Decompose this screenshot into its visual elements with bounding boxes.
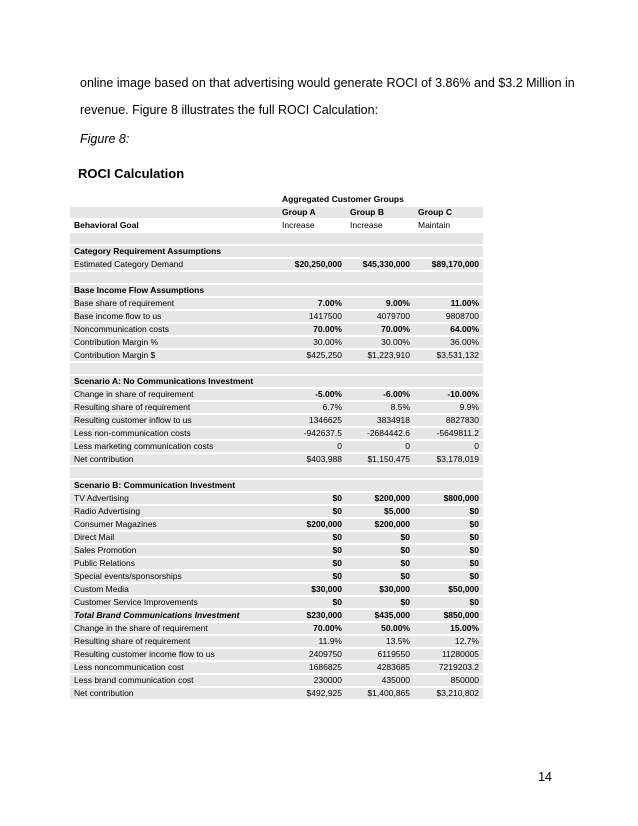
value-cell: 230000	[278, 675, 346, 686]
value-cell: 435000	[346, 675, 414, 686]
value-cell: $30,000	[346, 584, 414, 595]
value-cell: $0	[278, 545, 346, 556]
value-cell: 13.5%	[346, 636, 414, 647]
value-cell: 70.00%	[346, 324, 414, 335]
roci-table	[70, 192, 483, 701]
table-row	[70, 571, 483, 582]
value-cell: $3,210,802	[414, 688, 483, 699]
value-cell: $0	[414, 532, 483, 543]
value-cell: $0	[346, 532, 414, 543]
row-label: Change in share of requirement	[70, 389, 278, 400]
page-number: 14	[538, 770, 552, 784]
section-header-row	[70, 480, 483, 491]
row-label: Contribution Margin %	[70, 337, 278, 348]
value-cell: 850000	[414, 675, 483, 686]
value-cell: 11.00%	[414, 298, 483, 309]
value-cell: $403,988	[278, 454, 346, 465]
value-cell: 1417500	[278, 311, 346, 322]
value-cell: $200,000	[278, 519, 346, 530]
value-cell: 36.00%	[414, 337, 483, 348]
value-cell: 7.00%	[278, 298, 346, 309]
value-cell: 1346625	[278, 415, 346, 426]
row-label: Radio Advertising	[70, 506, 278, 517]
row-label: Less non-communication costs	[70, 428, 278, 439]
value-cell: -5649811.2	[414, 428, 483, 439]
table-row	[70, 597, 483, 608]
value-cell: $0	[414, 597, 483, 608]
value-cell: -942637.5	[278, 428, 346, 439]
value-cell: 9808700	[414, 311, 483, 322]
section-header-label: Category Requirement Assumptions	[70, 246, 483, 257]
value-cell: $3,178,019	[414, 454, 483, 465]
value-cell: $850,000	[414, 610, 483, 621]
row-label: TV Advertising	[70, 493, 278, 504]
value-cell: $0	[278, 558, 346, 569]
aggregated-groups-header: Aggregated Customer Groups	[278, 194, 483, 205]
value-cell: $0	[414, 506, 483, 517]
value-cell: 30.00%	[278, 337, 346, 348]
value-cell: $0	[346, 597, 414, 608]
figure-label: Figure 8:	[80, 132, 130, 146]
value-cell: 2409750	[278, 649, 346, 660]
table-row	[70, 636, 483, 647]
group-header: Group C	[414, 207, 483, 218]
row-label: Public Relations	[70, 558, 278, 569]
body-text-line-2: revenue. Figure 8 illustrates the full ROCI Calculation:	[80, 103, 379, 117]
row-label: Direct Mail	[70, 532, 278, 543]
value-cell: $492,925	[278, 688, 346, 699]
behavioral-goal-value: Increase	[278, 220, 346, 231]
row-label: Resulting share of requirement	[70, 402, 278, 413]
value-cell: $0	[346, 571, 414, 582]
table-row	[70, 688, 483, 699]
value-cell: 0	[346, 441, 414, 452]
table-row	[70, 675, 483, 686]
row-label: Resulting share of requirement	[70, 636, 278, 647]
value-cell: 3834918	[346, 415, 414, 426]
value-cell: 8.5%	[346, 402, 414, 413]
table-body	[70, 246, 483, 699]
value-cell: $0	[414, 558, 483, 569]
table-corner	[70, 194, 278, 205]
value-cell: 12.7%	[414, 636, 483, 647]
value-cell: $0	[278, 571, 346, 582]
value-cell: 1686825	[278, 662, 346, 673]
value-cell: $1,400,865	[346, 688, 414, 699]
row-label: Net contribution	[70, 688, 278, 699]
value-cell: $0	[278, 532, 346, 543]
value-cell: $200,000	[346, 519, 414, 530]
section-title: ROCI Calculation	[78, 166, 185, 181]
value-cell: 4079700	[346, 311, 414, 322]
spacer-row	[70, 363, 483, 374]
value-cell: $5,000	[346, 506, 414, 517]
section-header-row	[70, 376, 483, 387]
value-cell: -10.00%	[414, 389, 483, 400]
group-header: Group B	[346, 207, 414, 218]
table-row	[70, 259, 483, 270]
row-label: Noncommunication costs	[70, 324, 278, 335]
row-label: Total Brand Communications Investment	[70, 610, 278, 621]
value-cell: $0	[278, 493, 346, 504]
value-cell: 11280005	[414, 649, 483, 660]
value-cell: $1,150,475	[346, 454, 414, 465]
row-label: Net contribution	[70, 454, 278, 465]
row-label: Less brand communication cost	[70, 675, 278, 686]
value-cell: $0	[414, 519, 483, 530]
value-cell: $0	[346, 558, 414, 569]
value-cell: $20,250,000	[278, 259, 346, 270]
value-cell: 4283685	[346, 662, 414, 673]
row-label: Sales Promotion	[70, 545, 278, 556]
value-cell: $0	[278, 597, 346, 608]
value-cell: $435,000	[346, 610, 414, 621]
value-cell: 0	[414, 441, 483, 452]
table-row	[70, 584, 483, 595]
value-cell: 70.00%	[278, 324, 346, 335]
value-cell: 70.00%	[278, 623, 346, 634]
table-row	[70, 532, 483, 543]
spacer-row	[70, 272, 483, 283]
value-cell: $50,000	[414, 584, 483, 595]
table-row	[70, 506, 483, 517]
behavioral-goal-value: Maintain	[414, 220, 483, 231]
table-row	[70, 649, 483, 660]
section-header-row	[70, 246, 483, 257]
value-cell: $200,000	[346, 493, 414, 504]
table-row	[70, 389, 483, 400]
group-header: Group A	[278, 207, 346, 218]
table-row	[70, 623, 483, 634]
behavioral-goal-label: Behavioral Goal	[70, 220, 278, 231]
value-cell: 9.9%	[414, 402, 483, 413]
table-row	[70, 519, 483, 530]
blank-cell	[70, 207, 278, 218]
value-cell: -5.00%	[278, 389, 346, 400]
value-cell: 15.00%	[414, 623, 483, 634]
row-label: Less marketing communication costs	[70, 441, 278, 452]
value-cell: $425,250	[278, 350, 346, 361]
table-row	[70, 428, 483, 439]
section-header-label: Scenario B: Communication Investment	[70, 480, 483, 491]
table-row	[70, 324, 483, 335]
value-cell: $230,000	[278, 610, 346, 621]
row-label: Special events/sponsorships	[70, 571, 278, 582]
spacer-row	[70, 467, 483, 478]
value-cell: $3,531,132	[414, 350, 483, 361]
row-label: Change in the share of requirement	[70, 623, 278, 634]
value-cell: $800,000	[414, 493, 483, 504]
value-cell: 30.00%	[346, 337, 414, 348]
value-cell: -2684442.6	[346, 428, 414, 439]
table-row	[70, 662, 483, 673]
value-cell: $45,330,000	[346, 259, 414, 270]
row-label: Less noncommunication cost	[70, 662, 278, 673]
value-cell: $30,000	[278, 584, 346, 595]
table-row	[70, 610, 483, 621]
value-cell: 50.00%	[346, 623, 414, 634]
table-row	[70, 298, 483, 309]
value-cell: 0	[278, 441, 346, 452]
row-label: Resulting customer inflow to us	[70, 415, 278, 426]
row-label: Customer Service Improvements	[70, 597, 278, 608]
table-row	[70, 545, 483, 556]
row-label: Base income flow to us	[70, 311, 278, 322]
value-cell: $0	[414, 545, 483, 556]
section-header-row	[70, 285, 483, 296]
value-cell: $0	[414, 571, 483, 582]
section-header-label: Scenario A: No Communications Investment	[70, 376, 483, 387]
value-cell: 11.9%	[278, 636, 346, 647]
value-cell: 7219203.2	[414, 662, 483, 673]
value-cell: $0	[278, 506, 346, 517]
value-cell: 6.7%	[278, 402, 346, 413]
value-cell: -6.00%	[346, 389, 414, 400]
value-cell: 8827830	[414, 415, 483, 426]
table-row	[70, 350, 483, 361]
value-cell: 9.00%	[346, 298, 414, 309]
table-row	[70, 337, 483, 348]
value-cell: 64.00%	[414, 324, 483, 335]
table-row	[70, 311, 483, 322]
value-cell: $1,223,910	[346, 350, 414, 361]
value-cell: 6119550	[346, 649, 414, 660]
row-label: Resulting customer income flow to us	[70, 649, 278, 660]
table-row	[70, 415, 483, 426]
row-label: Consumer Magazines	[70, 519, 278, 530]
table-row	[70, 454, 483, 465]
behavioral-goal-value: Increase	[346, 220, 414, 231]
table-row	[70, 493, 483, 504]
value-cell: $0	[346, 545, 414, 556]
value-cell: $89,170,000	[414, 259, 483, 270]
section-header-label: Base Income Flow Assumptions	[70, 285, 483, 296]
row-label: Base share of requirement	[70, 298, 278, 309]
row-label: Estimated Category Demand	[70, 259, 278, 270]
table-row	[70, 441, 483, 452]
table-row	[70, 558, 483, 569]
body-text-line-1: online image based on that advertising would generate ROCI of 3.86% and $3.2 Million in	[80, 76, 575, 90]
row-label: Custom Media	[70, 584, 278, 595]
row-label: Contribution Margin $	[70, 350, 278, 361]
table-row	[70, 402, 483, 413]
